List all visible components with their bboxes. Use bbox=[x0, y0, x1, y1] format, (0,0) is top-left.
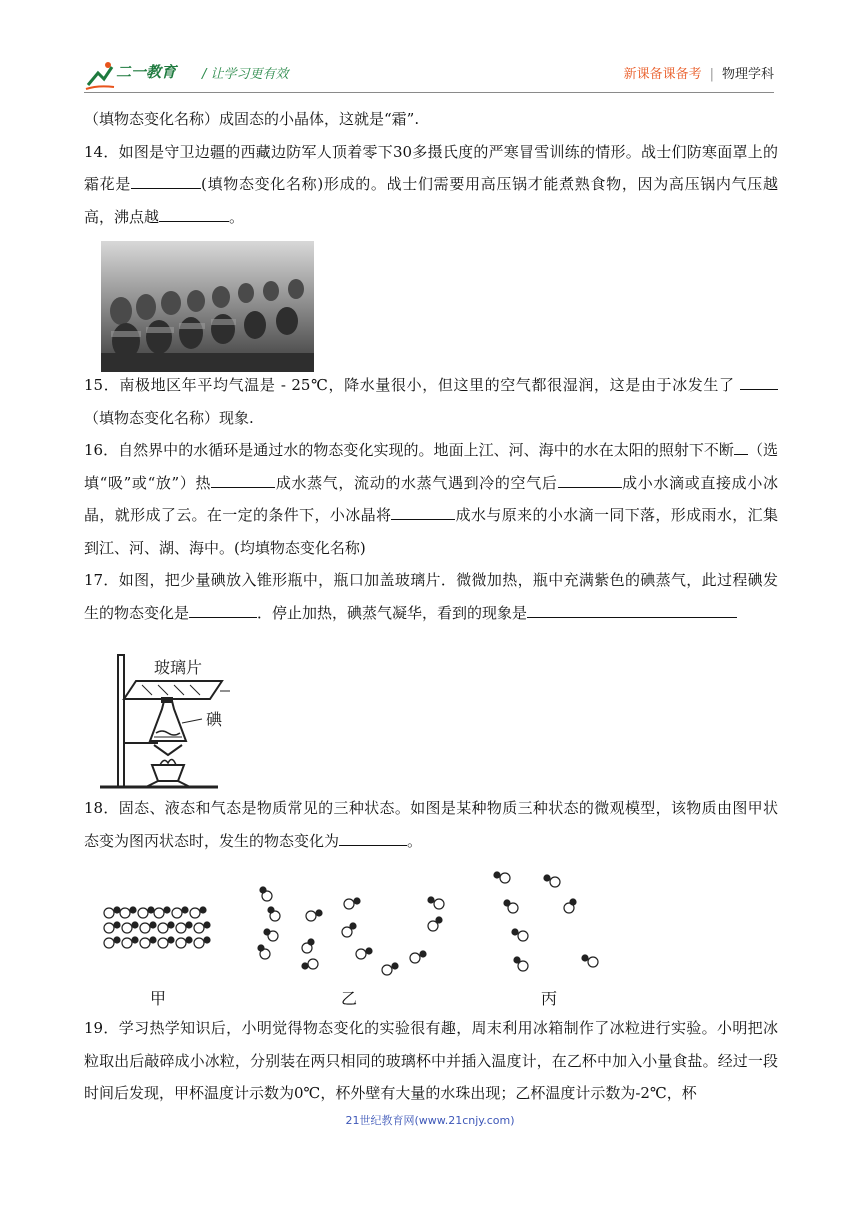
answer-blank[interactable] bbox=[734, 436, 748, 455]
answer-blank[interactable] bbox=[159, 203, 229, 222]
question-18: 18．固态、液态和气态是物质常见的三种状态。如图是某种物质三种状态的微观模型，该物质由图甲状态变为图丙状态时，发生的物态变化为 。 bbox=[84, 799, 778, 850]
soldiers-photo bbox=[101, 241, 314, 372]
glass-plate-label: 玻璃片 bbox=[154, 658, 203, 677]
answer-blank[interactable] bbox=[558, 469, 622, 488]
course-label: 新课备课备考 bbox=[623, 67, 702, 82]
page-footer: 21世纪教育网(www.21cnjy.com) bbox=[345, 1114, 515, 1127]
label-jia: 甲 bbox=[150, 989, 167, 1008]
answer-blank[interactable] bbox=[740, 371, 778, 390]
solid-state-model bbox=[104, 907, 210, 948]
slogan: / 让学习更有效 bbox=[202, 67, 289, 82]
header-separator: | bbox=[709, 67, 714, 82]
label-yi: 乙 bbox=[341, 989, 358, 1008]
logo-text: 二一教育 bbox=[116, 63, 177, 81]
subject-label: 物理学科 bbox=[721, 67, 774, 82]
iodine-apparatus-diagram bbox=[98, 653, 240, 790]
question-14: 14．如图是守卫边疆的西藏边防军人顶着零下30多摄氏度的严寒冒雪训练的情形。战士们防寒面罩上的霜花是 (填物态变化名称)形成的。战士们需要用高压锅才能煮熟食物，因为高压锅内气压越高，沸点越 。 bbox=[84, 142, 778, 226]
iodine-label: 碘 bbox=[206, 710, 223, 729]
header-divider bbox=[84, 92, 774, 93]
question-19: 19．学习热学知识后，小明觉得物态变化的实验很有趣，周末利用冰箱制作了冰粒进行实验。小明把冰粒取出后敲碎成小冰粒，分别装在两只相同的玻璃杯中并插入温度计，在乙杯中加入小量食盐。经过一段时间后发现，甲杯温度计示数为0℃，杯外壁有大量的水珠出现；乙杯温度计示数为-2℃，杯 bbox=[84, 1019, 778, 1102]
question-17: 17．如图，把少量碘放入锥形瓶中，瓶口加盖玻璃片．微微加热，瓶中充满紫色的碘蒸气，此过程碘发生的物态变化是 ．停止加热，碘蒸气凝华，看到的现象是 bbox=[84, 571, 778, 622]
answer-blank[interactable] bbox=[527, 599, 737, 618]
answer-blank[interactable] bbox=[189, 599, 257, 618]
q13-tail: （填物态变化名称）成固态的小晶体，这就是“霜”. bbox=[84, 110, 420, 128]
answer-blank[interactable] bbox=[339, 827, 407, 846]
question-15: 15．南极地区年平均气温是 - 25℃，降水量很小，但这里的空气都很湿润，这是由于冰发生了 （填物态变化名称）现象. bbox=[84, 369, 778, 434]
answer-blank[interactable] bbox=[131, 170, 201, 189]
page-header bbox=[84, 55, 774, 93]
answer-blank[interactable] bbox=[211, 469, 275, 488]
answer-blank[interactable] bbox=[391, 501, 455, 520]
label-bing: 丙 bbox=[541, 989, 558, 1008]
question-16: 16．自然界中的水循环是通过水的物态变化实现的。地面上江、河、海中的水在太阳的照射下不断 （选填“吸”或“放”）热 成水蒸气，流动的水蒸气遇到冷的空气后 成小水滴或直接成小冰晶，就形成了云。在一定的条件下，小冰晶将 成水与原来的小水滴一同下落，形成雨水，汇集到江、河、湖、海中。(均填物态变化名称) bbox=[84, 434, 778, 564]
header-right bbox=[624, 63, 774, 82]
liquid-state-model bbox=[258, 887, 444, 975]
gas-state-model bbox=[494, 872, 598, 971]
